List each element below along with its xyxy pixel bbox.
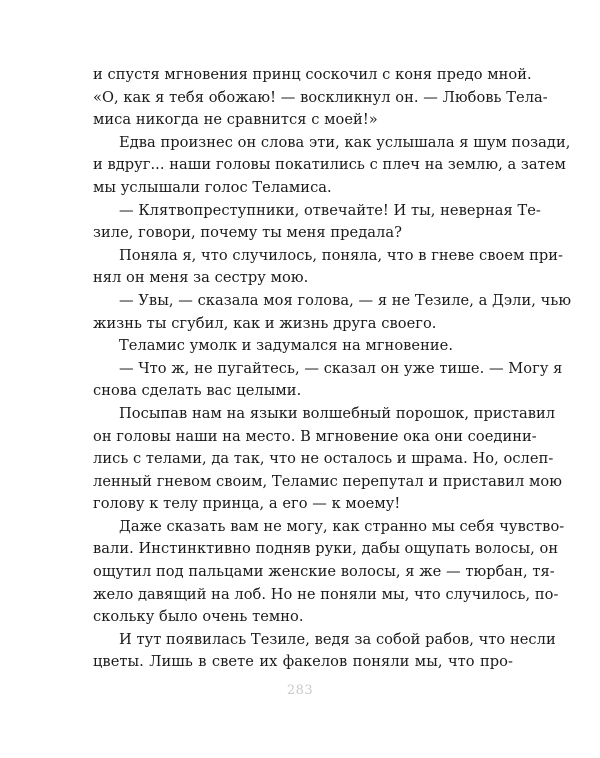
text-line: Теламис умолк и задумался на мгновение. xyxy=(119,337,454,355)
text-line: снова сделать вас целыми. xyxy=(93,382,302,400)
text-line: лись с телами, да так, что не осталось и шрама. Но, ослеп- xyxy=(93,450,554,468)
text-line: голову к телу принца, а его — к моему! xyxy=(93,495,401,513)
text-line: ленный гневом своим, Теламис перепутал и приставил мою xyxy=(93,472,562,490)
text-line: Поняла я, что случилось, поняла, что в гневе своем при- xyxy=(119,246,564,264)
page-text-block xyxy=(93,64,572,674)
text-line: — Клятвопреступники, отвечайте! И ты, неверная Те- xyxy=(119,201,541,219)
text-line: зиле, говори, почему ты меня предала? xyxy=(93,224,402,242)
text-line: вали. Инстинктивно подняв руки, дабы ощупать волосы, он xyxy=(93,540,559,558)
text-line: мы услышали голос Теламиса. xyxy=(93,178,332,196)
text-line: жело давящий на лоб. Но не поняли мы, что случилось, по- xyxy=(93,585,559,603)
page-number: 283 xyxy=(286,683,314,698)
text-line: и вдруг... наши головы покатились с плеч на землю, а затем xyxy=(93,156,566,174)
text-line: Едва произнес он слова эти, как услышала я шум позади, xyxy=(119,133,571,151)
text-line: он головы наши на место. В мгновение ока они соедини- xyxy=(93,427,537,445)
text-line: — Что ж, не пугайтесь, — сказал он уже тише. — Могу я xyxy=(119,359,563,377)
text-line: И тут появилась Тезиле, ведя за собой рабов, что несли xyxy=(119,630,556,648)
text-line: — Увы, — сказала моя голова, — я не Тезиле, а Дэли, чью xyxy=(119,291,572,309)
text-line: «О, как я тебя обожаю! — воскликнул он. — Любовь Тела- xyxy=(93,88,548,106)
text-line: Посыпав нам на языки волшебный порошок, приставил xyxy=(119,404,556,422)
text-line: цветы. Лишь в свете их факелов поняли мы, что про- xyxy=(93,653,513,671)
text-line: миса никогда не сравнится с моей!» xyxy=(93,111,378,129)
text-line: и спустя мгновения принц соскочил с коня предо мной. xyxy=(93,66,532,83)
text-line: жизнь ты сгубил, как и жизнь друга своего. xyxy=(93,314,437,332)
text-line: скольку было очень темно. xyxy=(93,608,304,626)
text-line: Даже сказать вам не могу, как странно мы себя чувство- xyxy=(119,517,565,535)
text-line: нял он меня за сестру мою. xyxy=(93,269,309,287)
text-line: ощутил под пальцами женские волосы, я же — тюрбан, тя- xyxy=(93,563,555,581)
